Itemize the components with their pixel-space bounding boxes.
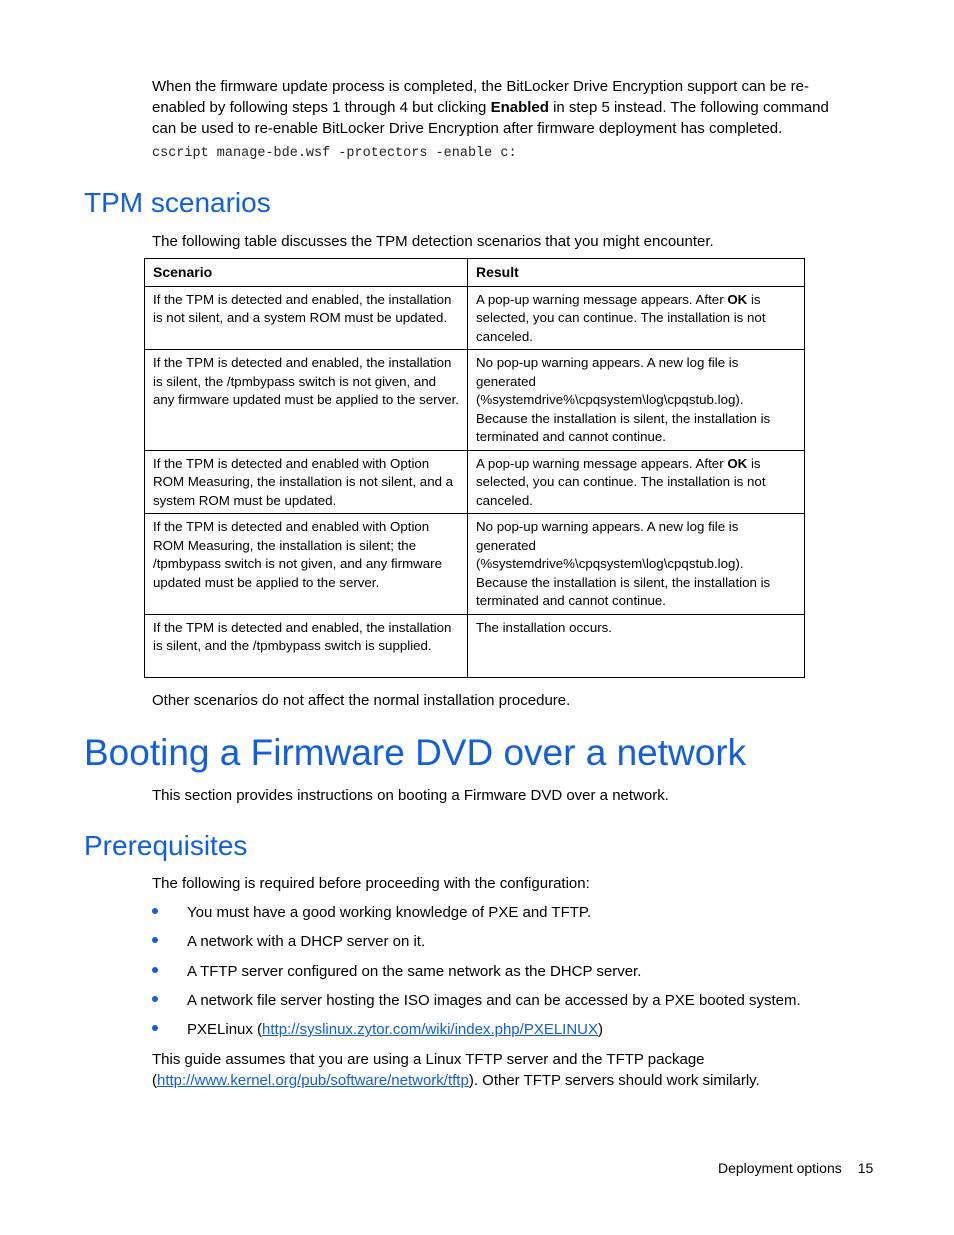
ok-keyword: OK [727, 291, 748, 307]
list-item: You must have a good working knowledge of PXE and TFTP. [187, 904, 592, 921]
booting-intro: This section provides instructions on booting a Firmware DVD over a network. [152, 787, 669, 804]
result-cell [468, 614, 805, 677]
list-item [187, 1019, 603, 1040]
table-row [145, 350, 805, 451]
page-number: 15 [857, 1160, 874, 1176]
bullet-icon [152, 967, 158, 973]
pxelinux-label: PXELinux ( [187, 1021, 263, 1038]
pxelinux-link[interactable]: http://syslinux.zytor.com/wiki/index.php/PXELINUX [262, 1021, 599, 1038]
footer-section-title: Deployment options [718, 1160, 842, 1176]
column-header-result: Result [468, 259, 805, 287]
bullet-icon [152, 996, 158, 1002]
table-row [145, 286, 805, 350]
list-item: A network with a DHCP server on it. [187, 933, 426, 950]
pxelinux-close: ) [598, 1021, 604, 1038]
table-row [145, 450, 805, 514]
result-cell [468, 450, 805, 514]
intro-paragraph [152, 76, 852, 139]
result-text: The installation occurs. [476, 619, 612, 635]
result-text: A pop-up warning message appears. After [476, 455, 728, 471]
tpm-scenarios-table [144, 258, 805, 678]
bullet-icon [152, 908, 158, 914]
prerequisites-heading: Prerequisites [84, 830, 248, 861]
page-footer [718, 1159, 873, 1177]
result-cell [468, 286, 805, 350]
list-item: A TFTP server configured on the same network as the DHCP server. [187, 963, 642, 980]
result-text-end: is selected, you can continue. The installation is not canceled. [476, 291, 766, 344]
result-cell [468, 514, 805, 615]
ok-keyword: OK [727, 455, 748, 471]
enabled-keyword: Enabled [490, 99, 549, 116]
tpm-intro: The following table discusses the TPM detection scenarios that you might encounter. [152, 233, 714, 250]
scenario-cell: If the TPM is detected and enabled, the installation is silent, and the /tpmbypass switch is supplied. [145, 614, 468, 677]
result-text: No pop-up warning appears. A new log file is generated (%systemdrive%\cpqsystem\log\cpqstub.log). Because the installation is silent, the installation is terminated and cannot continue. [476, 355, 771, 444]
guide-text-end: ). Other TFTP servers should work similarly. [468, 1072, 760, 1089]
guide-open-paren: ( [152, 1072, 157, 1089]
tpm-outro: Other scenarios do not affect the normal installation procedure. [152, 692, 571, 709]
command-line: cscript manage-bde.wsf -protectors -enable c: [152, 146, 517, 161]
bullet-icon [152, 1025, 158, 1031]
scenario-cell: If the TPM is detected and enabled, the installation is silent, the /tpmbypass switch is not given, and any firmware updated must be applied to the server. [145, 350, 468, 451]
guide-line-2 [152, 1070, 852, 1091]
scenario-cell: If the TPM is detected and enabled with Option ROM Measuring, the installation is silent; the /tpmbypass switch is not given, and any firmware updated must be applied to the server. [145, 514, 468, 615]
result-text-end: is selected, you can continue. The installation is not canceled. [476, 455, 766, 508]
result-text: A pop-up warning message appears. After [476, 291, 728, 307]
table-header-row [145, 259, 805, 287]
scenario-cell: If the TPM is detected and enabled, the installation is not silent, and a system ROM must be updated. [145, 286, 468, 350]
bullet-icon [152, 937, 158, 943]
prerequisites-intro: The following is required before proceeding with the configuration: [152, 875, 590, 892]
tpm-scenarios-heading: TPM scenarios [84, 187, 271, 218]
booting-heading: Booting a Firmware DVD over a network [84, 732, 747, 773]
guide-paragraph [152, 1049, 852, 1091]
list-item: A network file server hosting the ISO images and can be accessed by a PXE booted system. [187, 992, 801, 1009]
result-cell [468, 350, 805, 451]
scenario-cell: If the TPM is detected and enabled with Option ROM Measuring, the installation is not silent, and a system ROM must be updated. [145, 450, 468, 514]
result-text: No pop-up warning appears. A new log file is generated (%systemdrive%\cpqsystem\log\cpqstub.log). Because the installation is silent, the installation is terminated and cannot continue. [476, 519, 771, 608]
intro-text-end: in step 5 instead. The following command can be used to re-enable BitLocker Drive Encryption after firmware deployment has completed. [152, 99, 829, 137]
tftp-link[interactable]: http://www.kernel.org/pub/software/network/tftp [157, 1072, 469, 1089]
column-header-scenario: Scenario [145, 259, 468, 287]
intro-text-start: When the firmware update process is completed, the BitLocker Drive Encryption support can be re-enabled by following steps 1 through 4 but clicking [152, 78, 809, 116]
table-row [145, 514, 805, 615]
guide-line-1: This guide assumes that you are using a Linux TFTP server and the TFTP package [152, 1051, 705, 1068]
table-row [145, 614, 805, 677]
